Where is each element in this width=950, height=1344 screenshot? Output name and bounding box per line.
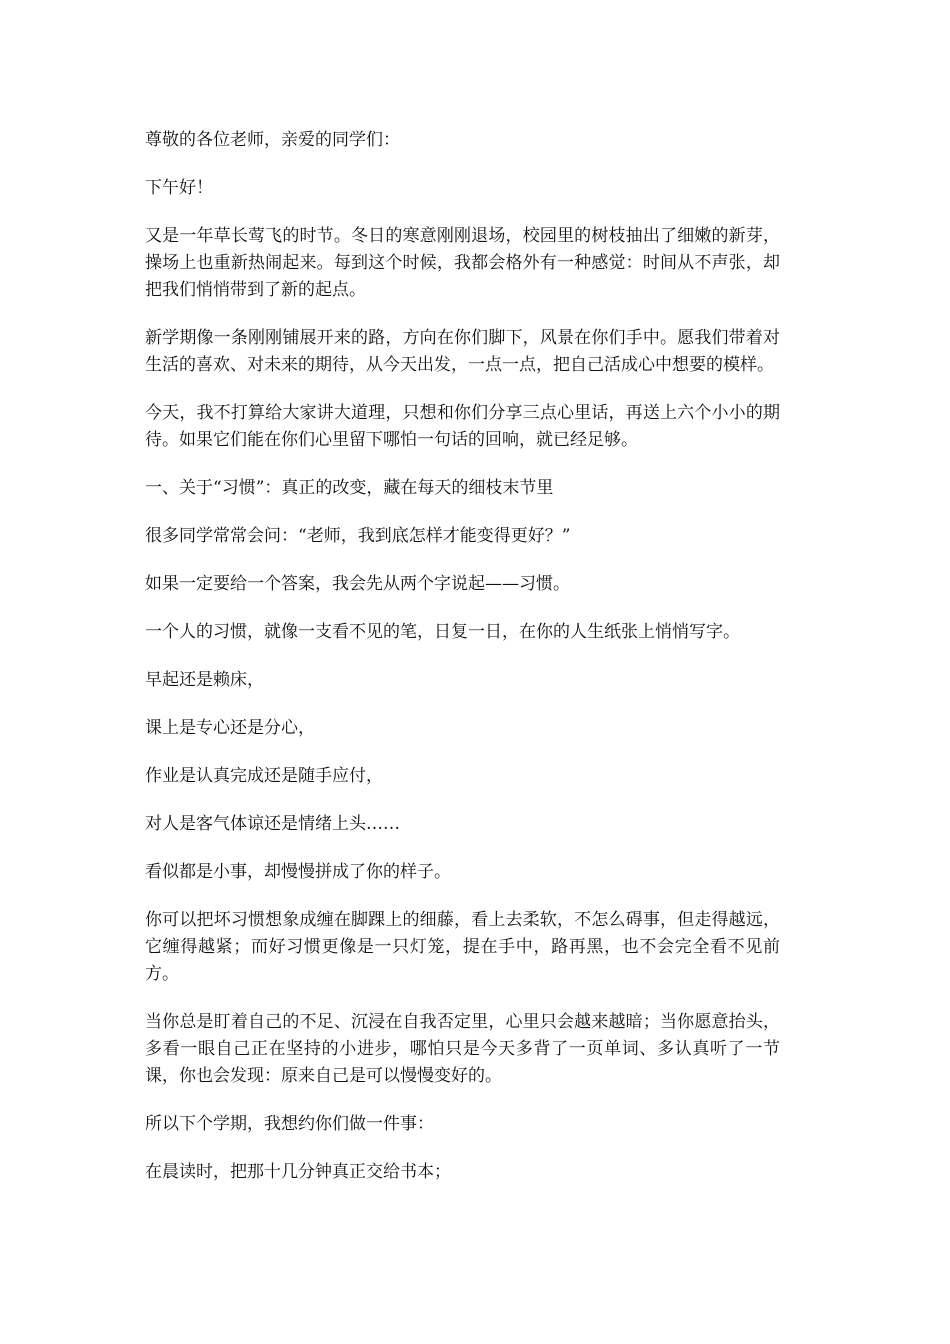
list-line: 作业是认真完成还是随手应付， <box>145 766 383 786</box>
paragraph: 如果一定要给一个答案，我会先从两个字说起——习惯。 <box>145 574 570 594</box>
paragraph: 今天，我不打算给大家讲大道理，只想和你们分享三点心里话，再送上六个小小的期待。如果它们能在你们心里留下哪怕一句话的回响，就已经足够。 <box>145 403 780 450</box>
paragraph: 所以下个学期，我想约你们做一件事： <box>145 1114 434 1134</box>
paragraph: 又是一年草长莺飞的时节。冬日的寒意刚刚退场，校园里的树枝抽出了细嫩的新芽，操场上也重新热闹起来。每到这个时候，我都会格外有一种感觉：时间从不声张，却把我们悄悄带到了新的起点。 <box>145 226 780 300</box>
list-line: 早起还是赖床， <box>145 670 264 690</box>
salutation: 下午好！ <box>145 178 213 198</box>
paragraph: 你可以把坏习惯想象成缠在脚踝上的细藤，看上去柔软，不怎么碍事，但走得越远，它缠得越紧；而好习惯更像是一只灯笼，提在手中，路再黑，也不会完全看不见前方。 <box>145 910 780 984</box>
list-line: 课上是专心还是分心， <box>145 718 315 738</box>
document-page <box>145 127 780 1207</box>
section-heading: 一、关于“习惯”：真正的改变，藏在每天的细枝末节里 <box>145 478 554 498</box>
paragraph: 很多同学常常会问：“老师，我到底怎样才能变得更好？” <box>145 526 571 546</box>
paragraph: 在晨读时，把那十几分钟真正交给书本； <box>145 1162 451 1182</box>
paragraph: 一个人的习惯，就像一支看不见的笔，日复一日，在你的人生纸张上悄悄写字。 <box>145 622 740 642</box>
list-line: 对人是客气体谅还是情绪上头…… <box>145 814 400 834</box>
paragraph: 新学期像一条刚刚铺展开来的路，方向在你们脚下，风景在你们手中。愿我们带着对生活的喜欢、对未来的期待，从今天出发，一点一点，把自己活成心中想要的模样。 <box>145 328 780 375</box>
paragraph: 看似都是小事，却慢慢拼成了你的样子。 <box>145 862 451 882</box>
paragraph: 当你总是盯着自己的不足、沉浸在自我否定里，心里只会越来越暗；当你愿意抬头，多看一眼自己正在坚持的小进步，哪怕只是今天多背了一页单词、多认真听了一节课，你也会发现：原来自己是可以慢慢变好的。 <box>145 1012 780 1086</box>
greeting: 尊敬的各位老师，亲爱的同学们： <box>145 130 400 150</box>
